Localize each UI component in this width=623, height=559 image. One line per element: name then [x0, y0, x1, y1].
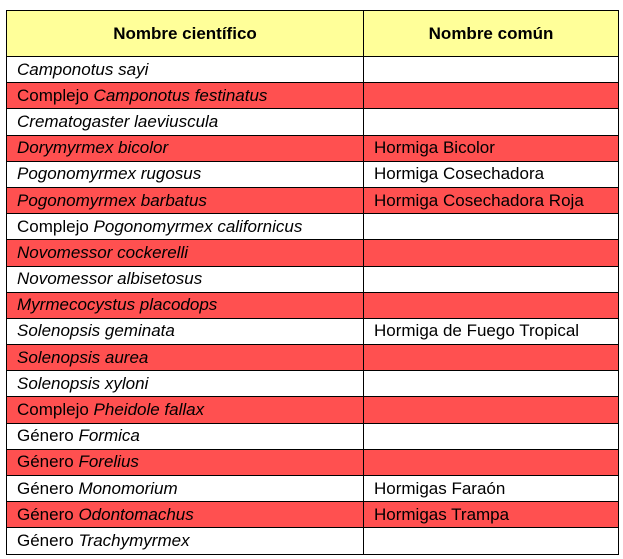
species-name: Solenopsis geminata [17, 321, 175, 341]
name-prefix: Género [17, 426, 79, 446]
common-name-cell [364, 57, 619, 83]
table-row [7, 214, 619, 240]
header-row [7, 11, 619, 57]
name-prefix: Género [17, 478, 79, 498]
table-row [7, 502, 619, 528]
common-name-cell: Hormiga Cosechadora Roja [364, 187, 619, 213]
scientific-name-cell [7, 57, 364, 83]
scientific-name-cell [7, 161, 364, 187]
scientific-name-cell [7, 345, 364, 371]
table-row [7, 187, 619, 213]
common-name-cell [364, 240, 619, 266]
scientific-name-cell [7, 423, 364, 449]
header-common-name: Nombre común [364, 11, 619, 57]
table-row [7, 161, 619, 187]
common-name-cell: Hormiga Cosechadora [364, 161, 619, 187]
species-table-body [7, 57, 619, 555]
species-name: Pogonomyrmex rugosus [17, 164, 202, 184]
common-name-cell: Hormigas Faraón [364, 476, 619, 502]
species-name: Camponotus festinatus [93, 85, 268, 105]
name-prefix: Complejo [17, 85, 94, 105]
table-row [7, 292, 619, 318]
common-name-cell [364, 109, 619, 135]
table-row [7, 57, 619, 83]
common-name-cell [364, 449, 619, 475]
header-scientific-name: Nombre científico [7, 11, 364, 57]
scientific-name-cell [7, 318, 364, 344]
common-name-cell [364, 397, 619, 423]
common-name-cell [364, 292, 619, 318]
table-row [7, 371, 619, 397]
table-row [7, 528, 619, 554]
table-row [7, 240, 619, 266]
species-name: Novomessor albisetosus [17, 269, 203, 289]
species-name: Monomorium [78, 478, 178, 498]
species-name: Dorymyrmex bicolor [17, 138, 169, 158]
scientific-name-cell [7, 187, 364, 213]
common-name-cell: Hormiga Bicolor [364, 135, 619, 161]
scientific-name-cell [7, 371, 364, 397]
name-prefix: Género [17, 504, 79, 524]
common-name-cell: Hormiga de Fuego Tropical [364, 318, 619, 344]
name-prefix: Complejo [17, 216, 94, 236]
species-name: Trachymyrmex [78, 530, 190, 550]
species-name: Formica [78, 426, 140, 446]
table-row [7, 423, 619, 449]
table-row [7, 318, 619, 344]
name-prefix: Género [17, 452, 79, 472]
scientific-name-cell [7, 292, 364, 318]
common-name-cell [364, 423, 619, 449]
name-prefix: Género [17, 530, 79, 550]
species-name: Forelius [78, 452, 139, 472]
common-name-cell [364, 528, 619, 554]
species-name: Myrmecocystus placodops [17, 295, 218, 315]
species-name: Novomessor cockerelli [17, 242, 188, 262]
species-name: Pogonomyrmex barbatus [17, 190, 207, 210]
scientific-name-cell [7, 214, 364, 240]
species-name: Crematogaster laeviuscula [17, 111, 219, 131]
table-row [7, 449, 619, 475]
table-row [7, 266, 619, 292]
common-name-cell [364, 345, 619, 371]
table-row [7, 135, 619, 161]
common-name-cell [364, 266, 619, 292]
table-row [7, 83, 619, 109]
table-row [7, 109, 619, 135]
scientific-name-cell [7, 109, 364, 135]
scientific-name-cell [7, 135, 364, 161]
species-name: Pogonomyrmex californicus [93, 216, 303, 236]
scientific-name-cell [7, 240, 364, 266]
species-name: Odontomachus [78, 504, 194, 524]
scientific-name-cell [7, 476, 364, 502]
scientific-name-cell [7, 397, 364, 423]
common-name-cell [364, 371, 619, 397]
table-row [7, 345, 619, 371]
species-name: Pheidole fallax [93, 400, 205, 420]
common-name-cell [364, 83, 619, 109]
species-name: Solenopsis aurea [17, 347, 149, 367]
scientific-name-cell [7, 449, 364, 475]
scientific-name-cell [7, 528, 364, 554]
species-table [6, 10, 619, 555]
species-name: Camponotus sayi [17, 59, 149, 79]
species-name: Solenopsis xyloni [17, 373, 149, 393]
scientific-name-cell [7, 83, 364, 109]
table-row [7, 476, 619, 502]
common-name-cell [364, 214, 619, 240]
scientific-name-cell [7, 266, 364, 292]
table-row [7, 397, 619, 423]
common-name-cell: Hormigas Trampa [364, 502, 619, 528]
name-prefix: Complejo [17, 400, 94, 420]
scientific-name-cell [7, 502, 364, 528]
